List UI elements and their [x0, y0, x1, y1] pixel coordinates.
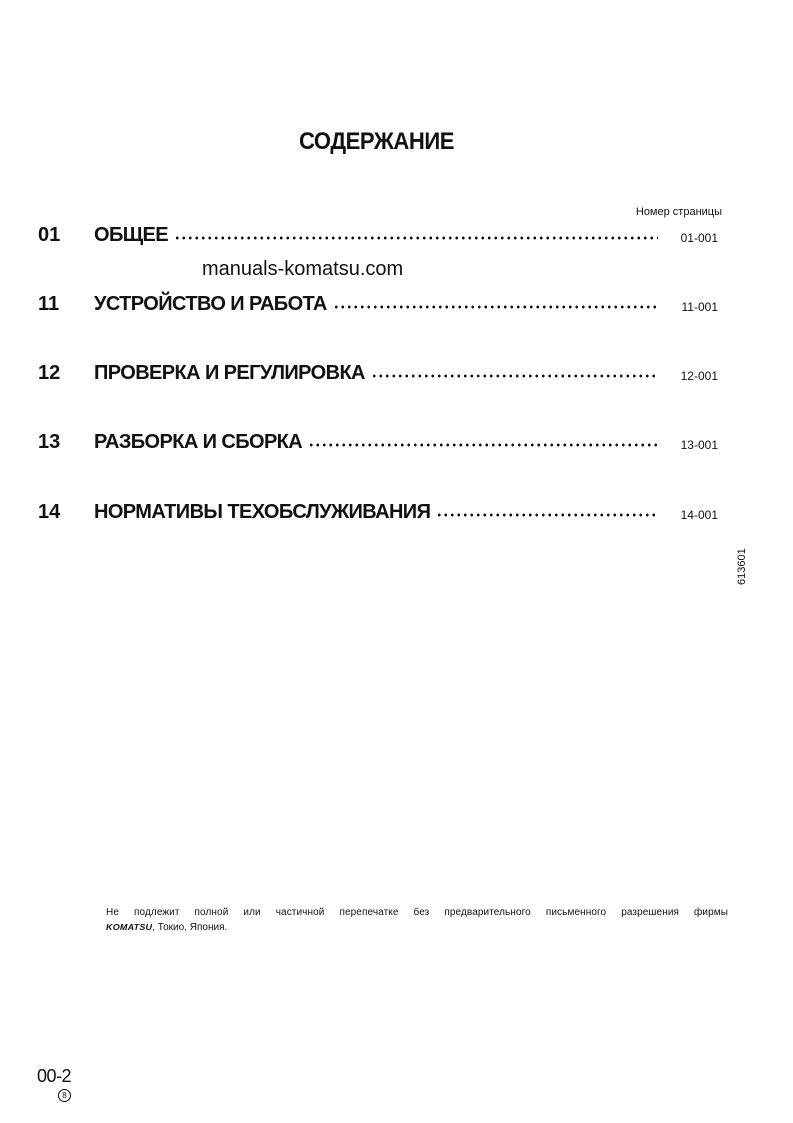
toc-entry-testing-adjusting[interactable]	[38, 360, 718, 386]
toc-entry-number: 12	[38, 361, 61, 384]
document-code: 613601	[736, 548, 748, 585]
copyright-location: , Токио, Япония.	[152, 922, 228, 933]
toc-entry-maintenance-standard[interactable]	[38, 499, 718, 525]
toc-entry-page: 12-001	[680, 369, 718, 383]
watermark-text: manuals-komatsu.com	[202, 258, 404, 280]
toc-entry-number: 14	[38, 500, 61, 523]
toc-entry-page: 01-001	[680, 231, 718, 245]
komatsu-logo: KOMATSU	[106, 922, 153, 932]
toc-entry-page: 14-001	[680, 508, 718, 522]
page-title: СОДЕРЖАНИЕ	[298, 128, 455, 155]
page-number: 00-2	[37, 1066, 72, 1086]
toc-entry-page: 13-001	[680, 438, 718, 452]
toc-entry-general[interactable]	[38, 222, 718, 248]
toc-entry-title: УСТРОЙСТВО И РАБОТА	[94, 292, 327, 315]
toc-leader-dots	[174, 235, 658, 241]
toc-entry-title: РАЗБОРКА И СБОРКА	[94, 430, 303, 453]
toc-entry-page: 11-001	[681, 300, 718, 314]
copyright-text: Не подлежит полной или частичной перепечатке без предварительного письменного разрешения фирмы	[106, 907, 728, 918]
toc-entry-number: 13	[38, 430, 61, 453]
toc-leader-dots	[436, 512, 658, 518]
toc-entry-disassembly-assembly[interactable]	[38, 429, 718, 455]
toc-entry-title: ОБЩЕЕ	[94, 223, 168, 246]
revision-badge: 8	[58, 1089, 71, 1102]
toc-leader-dots	[308, 442, 658, 448]
toc-entry-number: 11	[38, 292, 60, 315]
toc-leader-dots	[371, 373, 658, 379]
copyright-notice	[106, 905, 728, 935]
toc-leader-dots	[333, 304, 658, 310]
toc-entry-title: ПРОВЕРКА И РЕГУЛИРОВКА	[94, 361, 365, 384]
toc-entry-title: НОРМАТИВЫ ТЕХОБСЛУЖИВАНИЯ	[94, 500, 431, 523]
toc-entry-number: 01	[38, 223, 61, 246]
page-number-column-header: Номер страницы	[635, 206, 722, 218]
toc-entry-structure-operation[interactable]	[38, 291, 718, 317]
